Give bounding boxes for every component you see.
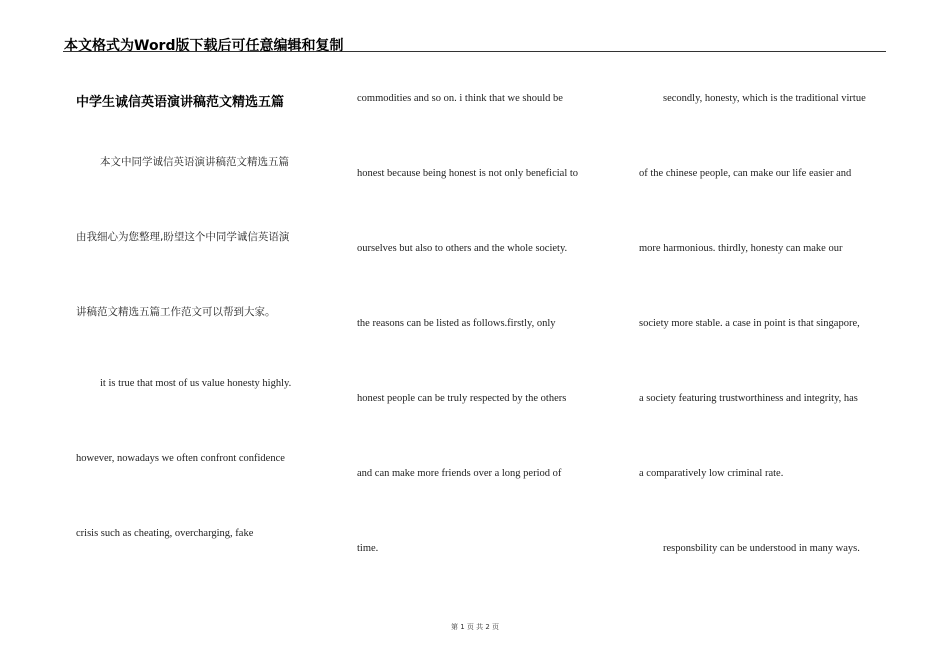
paragraph-line: crisis such as cheating, overcharging, fake — [76, 528, 254, 539]
page-number-footer: 第 1 页 共 2 页 — [450, 623, 500, 631]
paragraph-line: responsbility can be understood in many ways. — [663, 543, 860, 554]
paragraph-line: of the chinese people, can make our life easier and — [639, 168, 852, 179]
paragraph-line: time. — [357, 543, 379, 554]
header-divider — [63, 51, 886, 52]
paragraph-line: a comparatively low criminal rate. — [639, 468, 784, 479]
paragraph-line: more harmonious. thirdly, honesty can make our — [639, 243, 843, 254]
document-title: 中学生诚信英语演讲稿范文精选五篇 — [76, 95, 285, 110]
paragraph-line: a society featuring trustworthiness and integrity, has — [639, 393, 858, 404]
paragraph-line: 讲稿范文精选五篇工作范文可以帮到大家。 — [76, 306, 276, 318]
paragraph-line: commodities and so on. i think that we should be — [357, 93, 563, 104]
paragraph-line: secondly, honesty, which is the traditional virtue — [663, 93, 866, 104]
paragraph-line: 由我细心为您整理,盼望这个中同学诚信英语演 — [76, 231, 290, 243]
paragraph-line: however, nowadays we often confront confidence — [76, 453, 285, 464]
paragraph-line: 本文中同学诚信英语演讲稿范文精选五篇 — [100, 156, 289, 168]
paragraph-line: society more stable. a case in point is that singapore, — [639, 318, 860, 329]
paragraph-line: honest people can be truly respected by the others — [357, 393, 567, 404]
page-header-title: 本文格式为Word版下载后可任意编辑和复制 — [64, 38, 344, 54]
paragraph-line: the reasons can be listed as follows.firstly, only — [357, 318, 556, 329]
paragraph-line: it is true that most of us value honesty highly. — [100, 378, 292, 389]
paragraph-line: ourselves but also to others and the whole society. — [357, 243, 568, 254]
paragraph-line: honest because being honest is not only beneficial to — [357, 168, 579, 179]
paragraph-line: and can make more friends over a long period of — [357, 468, 562, 479]
